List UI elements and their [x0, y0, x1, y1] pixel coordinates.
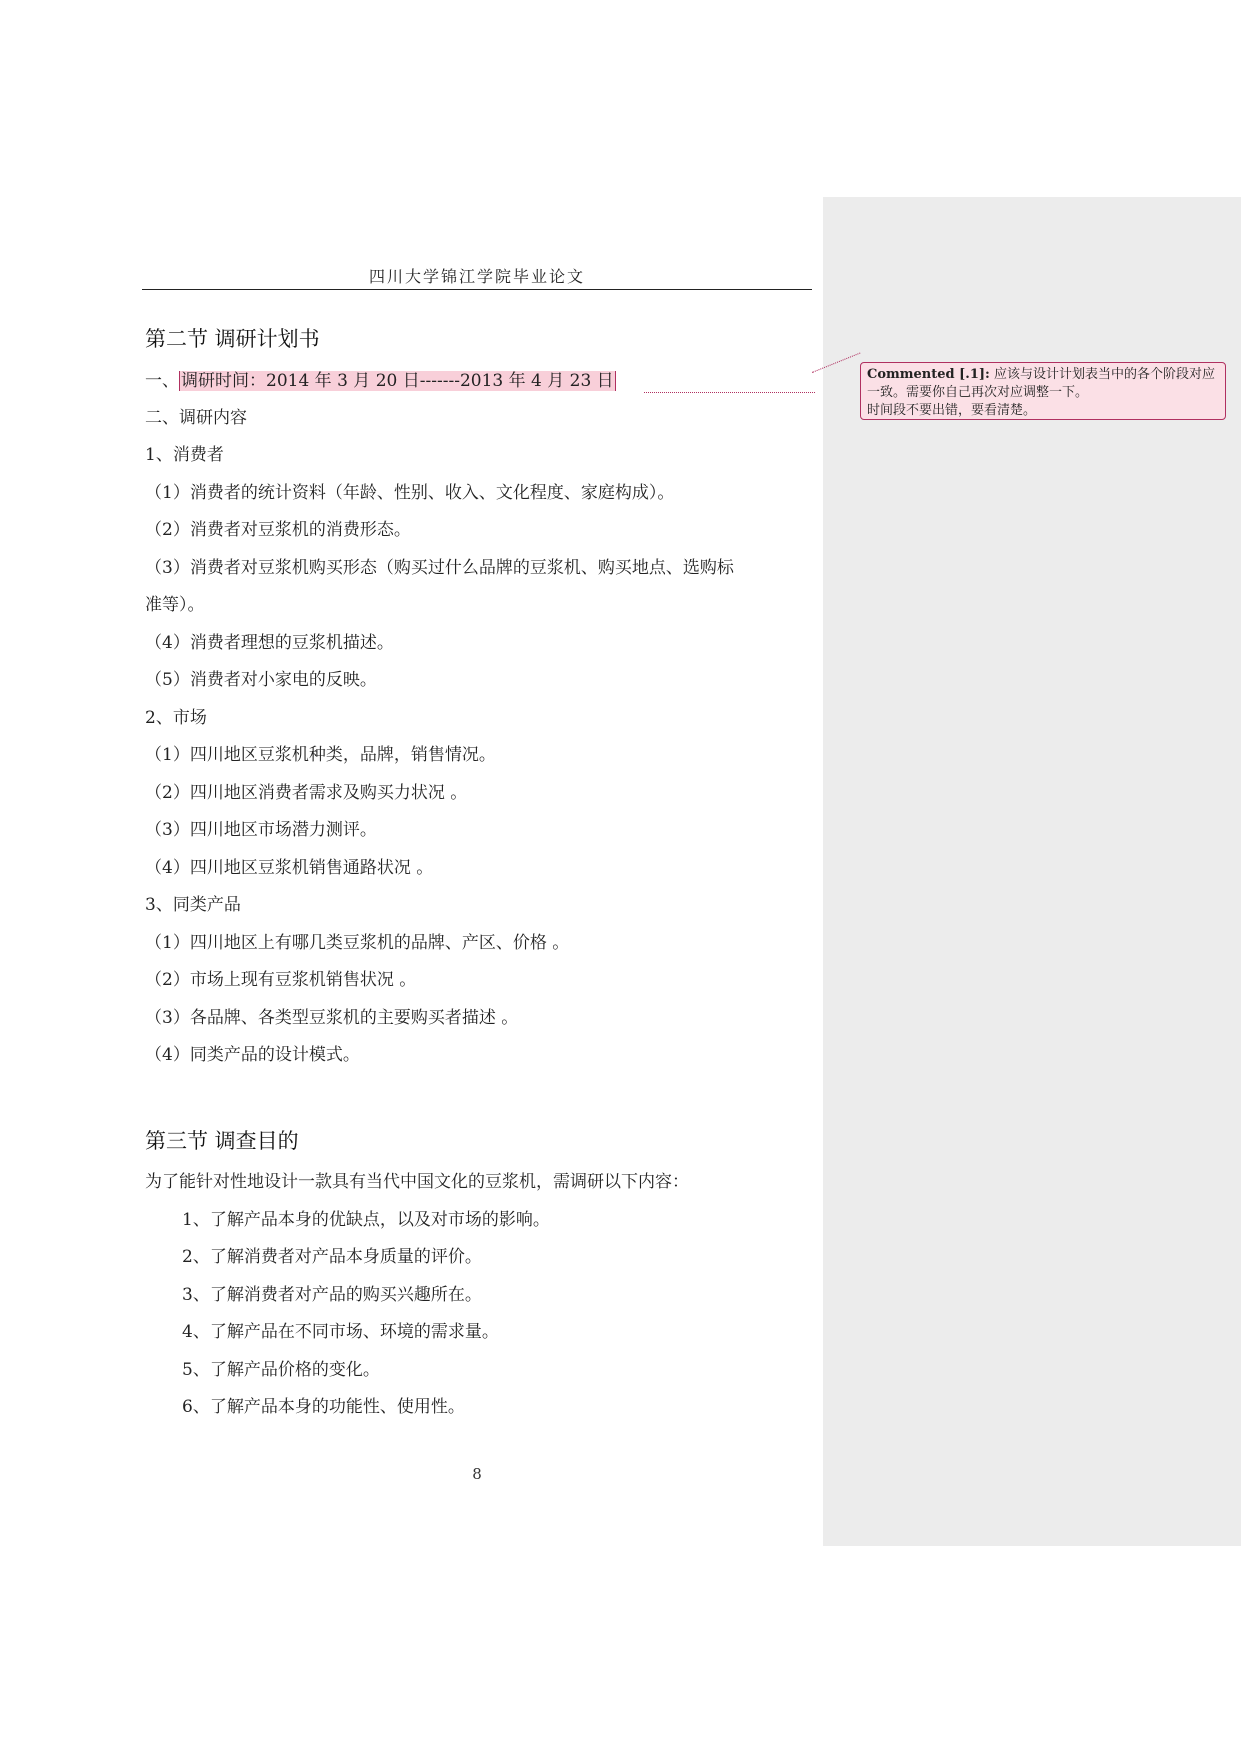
time-prefix: 一、: [145, 371, 179, 391]
comment-text-line3: 时间段不要出错，要看清楚。: [867, 403, 1037, 418]
comment-author: Commented [.1]:: [867, 367, 990, 382]
section3-intro: 为了能针对性地设计一款具有当代中国文化的豆浆机，需调研以下内容：: [145, 1172, 689, 1192]
comment-text-line2: 一致。需要你自己再次对应调整一下。: [867, 385, 1089, 400]
comment-balloon[interactable]: [860, 362, 1226, 420]
section2-title: 第二节 调研计划书: [145, 327, 320, 351]
comment-line1: [867, 366, 1219, 384]
list-item: （1）消费者的统计资料（年龄、性别、收入、文化程度、家庭构成）。: [145, 483, 675, 503]
list-item: （2）四川地区消费者需求及购买力状况 。: [145, 783, 468, 803]
list-item: 4、了解产品在不同市场、环境的需求量。: [182, 1322, 499, 1342]
comment-connector: [644, 392, 815, 393]
page-header-title: 四川大学锦江学院毕业论文: [368, 267, 585, 286]
list-item: 2、了解消费者对产品本身质量的评价。: [182, 1247, 482, 1267]
list-item: （4）同类产品的设计模式。: [145, 1045, 360, 1065]
group1-title: 1、消费者: [145, 445, 224, 465]
list-item: 1、了解产品本身的优缺点，以及对市场的影响。: [182, 1210, 550, 1230]
list-item: （1）四川地区上有哪几类豆浆机的品牌、产区、价格 。: [145, 933, 570, 953]
list-item: （3）四川地区市场潜力测评。: [145, 820, 377, 840]
content-heading: 二、调研内容: [145, 408, 247, 428]
list-item: 准等）。: [145, 595, 205, 615]
group3-title: 3、同类产品: [145, 895, 241, 915]
list-item: （3）各品牌、各类型豆浆机的主要购买者描述 。: [145, 1008, 519, 1028]
list-item: 6、了解产品本身的功能性、使用性。: [182, 1397, 465, 1417]
group2-title: 2、市场: [145, 708, 207, 728]
commented-highlight[interactable]: 调研时间：2014 年 3 月 20 日-------2013 年 4 月 23 日: [181, 371, 614, 391]
header-rule: [142, 289, 812, 290]
section3-title: 第三节 调查目的: [145, 1129, 299, 1153]
list-item: （2）市场上现有豆浆机销售状况 。: [145, 970, 417, 990]
list-item: （1）四川地区豆浆机种类，品牌，销售情况。: [145, 745, 496, 765]
list-item: （3）消费者对豆浆机购买形态（购买过什么品牌的豆浆机、购买地点、选购标: [145, 558, 734, 578]
time-line: [145, 369, 616, 393]
list-item: 5、了解产品价格的变化。: [182, 1360, 380, 1380]
list-item: （5）消费者对小家电的反映。: [145, 670, 377, 690]
list-item: 3、了解消费者对产品的购买兴趣所在。: [182, 1285, 482, 1305]
list-item: （2）消费者对豆浆机的消费形态。: [145, 520, 411, 540]
list-item: （4）消费者理想的豆浆机描述。: [145, 633, 394, 653]
comment-text-line1: 应该与设计计划表当中的各个阶段对应: [993, 367, 1215, 382]
list-item: （4）四川地区豆浆机销售通路状况 。: [145, 858, 434, 878]
page-number: 8: [472, 1465, 482, 1483]
